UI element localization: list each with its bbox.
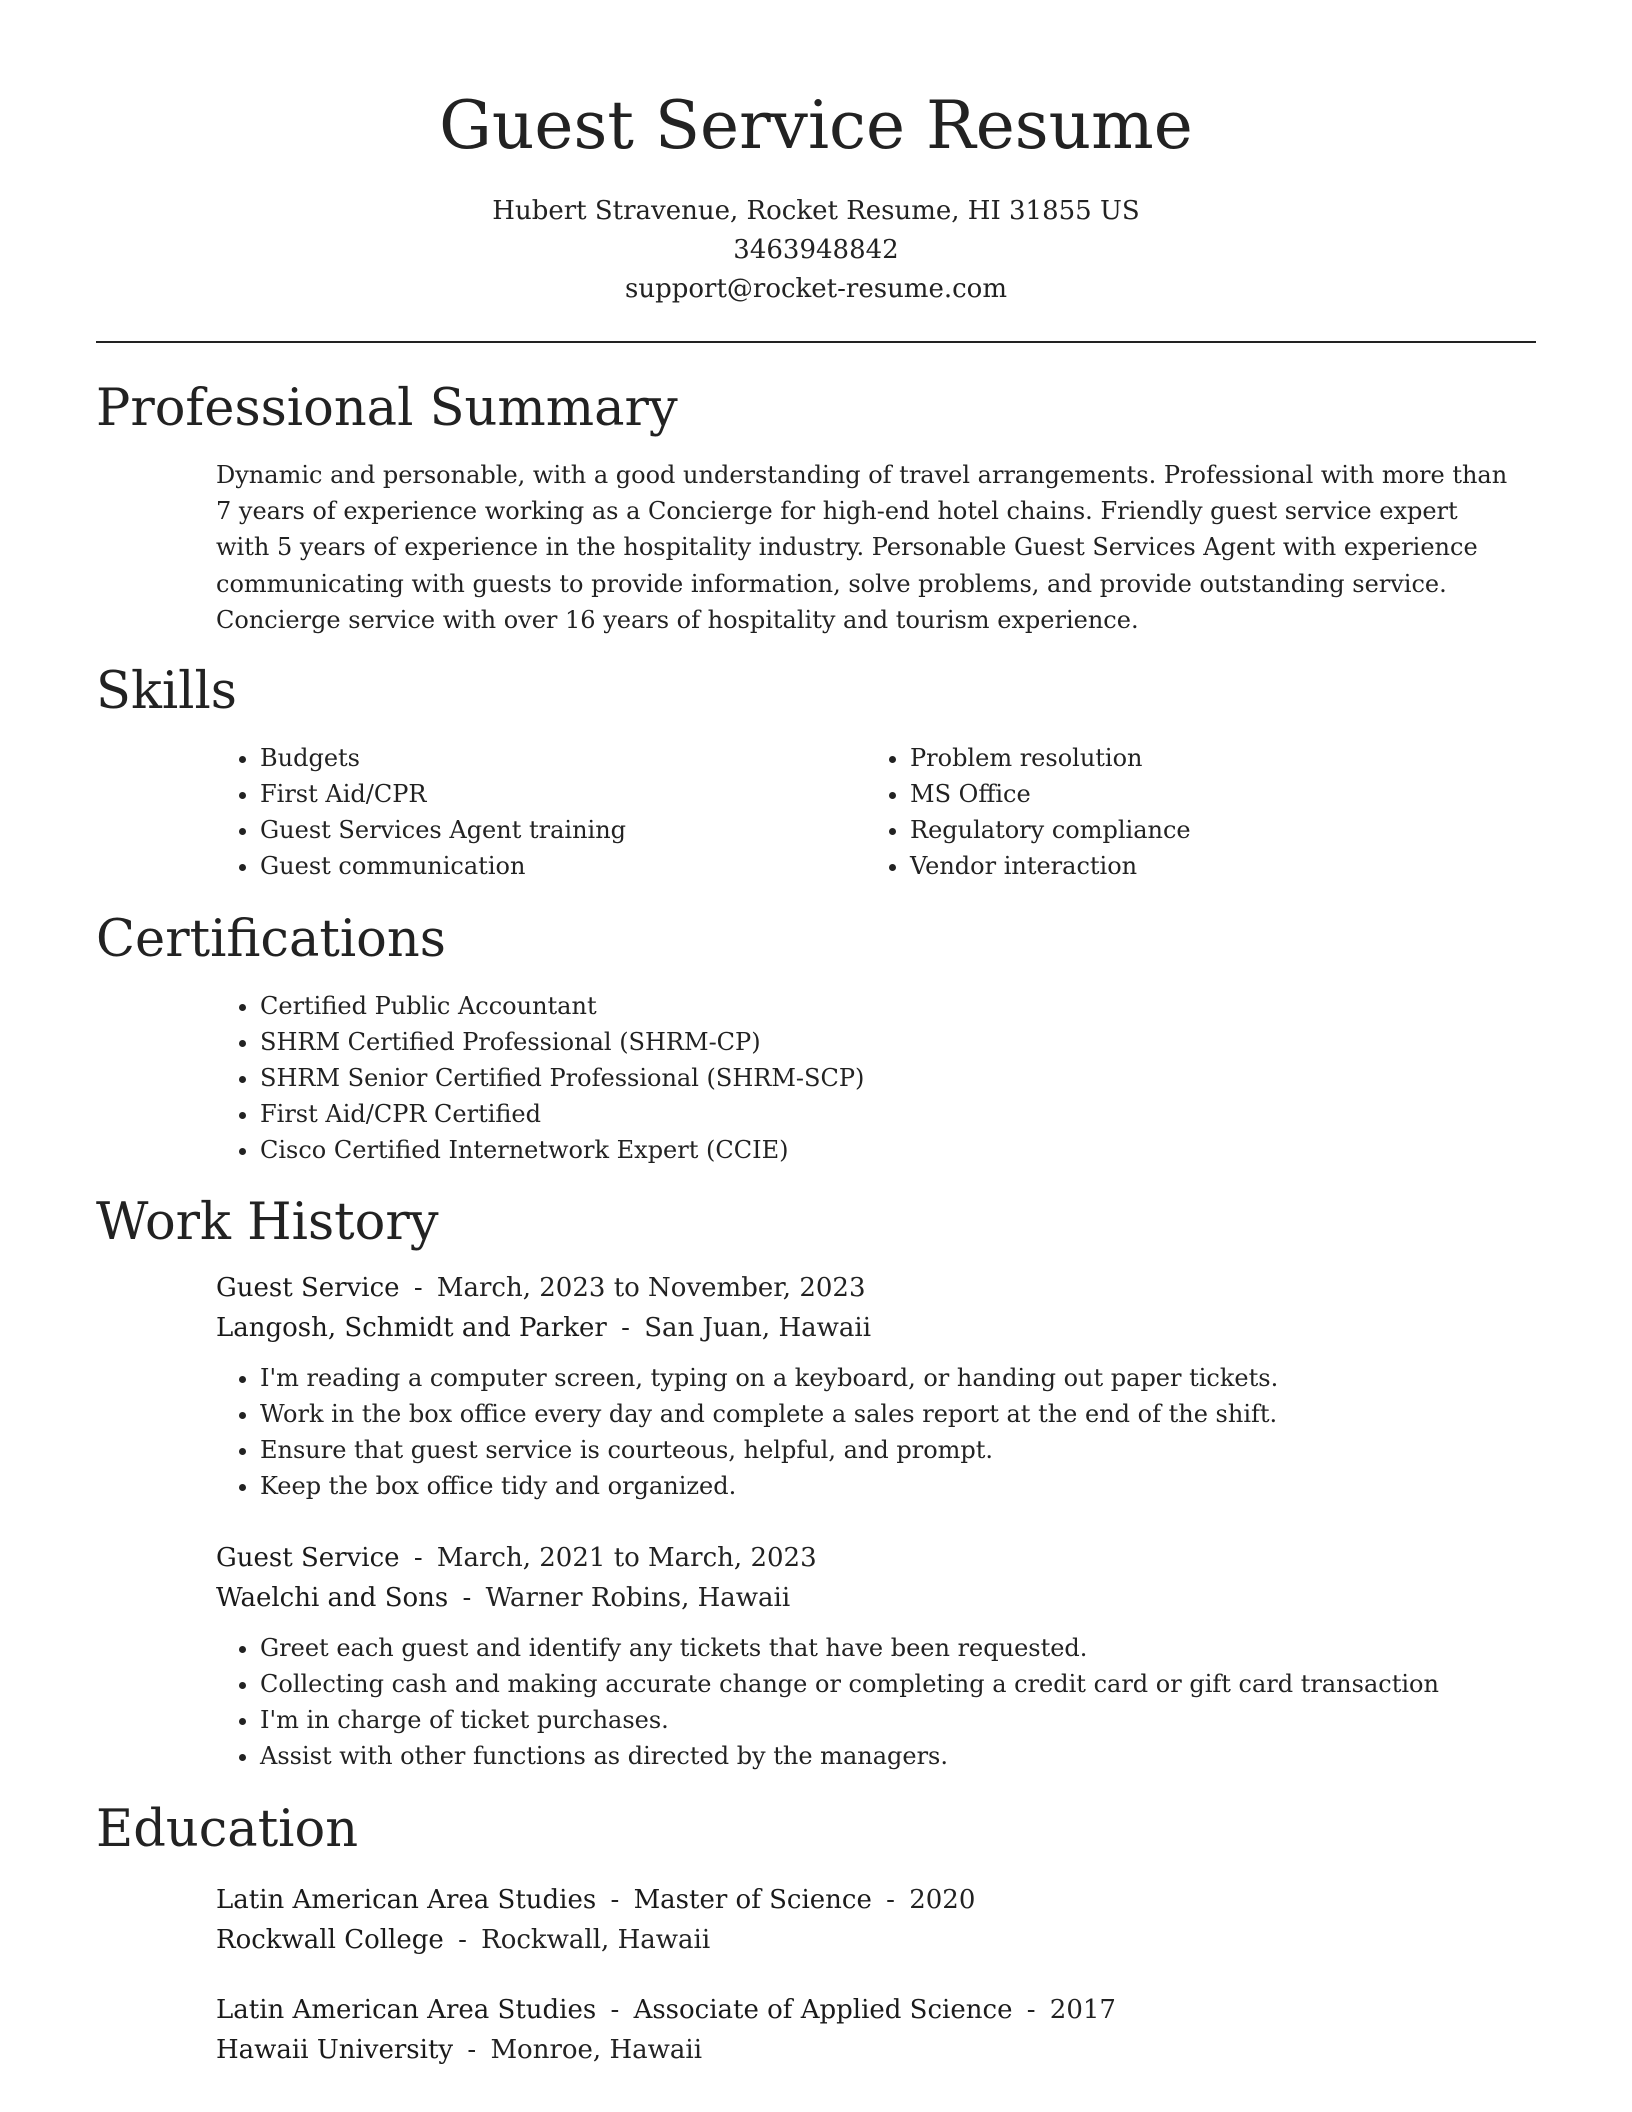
education-school: Hawaii University — [216, 2035, 454, 2065]
job-company-line — [216, 1308, 1516, 1348]
job-duty: • Work in the box office every day and complete a sales report at the end of the shift. — [260, 1396, 1516, 1432]
education-degree: Associate of Applied Science — [633, 1995, 1013, 2025]
job-dates: March, 2021 to March, 2023 — [436, 1543, 817, 1573]
job-role-line — [216, 1268, 1516, 1308]
separator: - — [1026, 1995, 1036, 2025]
education-field: Latin American Area Studies — [216, 1885, 597, 1915]
education-location: Rockwall, Hawaii — [481, 1925, 711, 1955]
resume-title: Guest Service Resume — [439, 87, 1193, 164]
job-duty: • Keep the box office tidy and organized. — [260, 1468, 1516, 1504]
education-school: Rockwall College — [216, 1925, 444, 1955]
education-degree: Master of Science — [633, 1885, 872, 1915]
education-school-line — [216, 2030, 1516, 2070]
certification-item: • Cisco Certified Internetwork Expert (CCIE) — [260, 1132, 1516, 1168]
skills-heading: Skills — [96, 662, 237, 721]
job-company: Langosh, Schmidt and Parker — [216, 1313, 607, 1343]
job-dates: March, 2023 to November, 2023 — [436, 1273, 866, 1303]
job-title: Guest Service — [216, 1273, 400, 1303]
job-company-line — [216, 1578, 1516, 1618]
education-year: 2017 — [1049, 1995, 1116, 2025]
job-location: San Juan, Hawaii — [644, 1313, 872, 1343]
skill-item: • Guest Services Agent training — [260, 812, 866, 848]
contact-info — [96, 192, 1536, 309]
separator: - — [462, 1583, 472, 1613]
skills-list — [216, 740, 1516, 884]
certification-item: • First Aid/CPR Certified — [260, 1096, 1516, 1132]
job-location: Warner Robins, Hawaii — [485, 1583, 791, 1613]
summary-text: Dynamic and personable, with a good understanding of travel arrangements. Professional with more than 7 years of experience working as a Concierge for high-end hotel chains. Friendly guest service expert with 5 years of experience in the hospitality industry. Personable Guest Services Agent with experience communicating with guests to provide information, solve problems, and provide outstanding service. Concierge service with over 16 years of hospitality and tourism experience. — [216, 461, 1508, 634]
certification-item: • Certified Public Accountant — [260, 988, 1516, 1024]
email: support@rocket-resume.com — [624, 274, 1007, 304]
certification-item: • SHRM Senior Certified Professional (SHRM-SCP) — [260, 1060, 1516, 1096]
certifications-heading: Certifications — [96, 910, 446, 969]
job-duty: • Greet each guest and identify any tickets that have been requested. — [260, 1630, 1516, 1666]
job-role-line — [216, 1538, 1516, 1578]
separator: - — [610, 1995, 620, 2025]
separator: - — [413, 1273, 423, 1303]
education-degree-line — [216, 1880, 1516, 1920]
education-degree-line — [216, 1990, 1516, 2030]
job-duty: • Assist with other functions as directed by the managers. — [260, 1738, 1516, 1774]
job-duty: • I'm in charge of ticket purchases. — [260, 1702, 1516, 1738]
education-school-line — [216, 1920, 1516, 1960]
separator: - — [886, 1885, 895, 1915]
separator: - — [413, 1543, 423, 1573]
job-duty: • Collecting cash and making accurate change or completing a credit card or gift card transaction — [260, 1666, 1516, 1702]
address: Hubert Stravenue, Rocket Resume, HI 31855 US — [492, 196, 1140, 226]
skill-item: • Problem resolution — [910, 740, 1516, 776]
summary-heading: Professional Summary — [96, 379, 678, 438]
skill-item: • Regulatory compliance — [910, 812, 1516, 848]
separator: - — [621, 1313, 630, 1343]
education-field: Latin American Area Studies — [216, 1995, 597, 2025]
separator: - — [458, 1925, 467, 1955]
skill-item: • MS Office — [910, 776, 1516, 812]
job-entry — [216, 1268, 1516, 1504]
phone: 3463948842 — [733, 235, 899, 265]
job-title: Guest Service — [216, 1543, 400, 1573]
education-entry — [216, 1880, 1516, 1960]
certifications-list — [216, 988, 1516, 1168]
education-year: 2020 — [909, 1885, 976, 1915]
header-divider — [96, 341, 1536, 343]
education-heading: Education — [96, 1800, 359, 1859]
education-entry — [216, 1990, 1516, 2070]
job-entry — [216, 1538, 1516, 1774]
skill-item: • First Aid/CPR — [260, 776, 866, 812]
certification-item: • SHRM Certified Professional (SHRM-CP) — [260, 1024, 1516, 1060]
separator: - — [610, 1885, 620, 1915]
skill-item: • Vendor interaction — [910, 848, 1516, 884]
separator: - — [467, 2035, 477, 2065]
job-company: Waelchi and Sons — [216, 1583, 449, 1613]
work-history-heading: Work History — [96, 1193, 439, 1252]
skill-item: • Budgets — [260, 740, 866, 776]
education-location: Monroe, Hawaii — [490, 2035, 703, 2065]
job-duty: • I'm reading a computer screen, typing on a keyboard, or handing out paper tickets. — [260, 1360, 1516, 1396]
skill-item: • Guest communication — [260, 848, 866, 884]
job-duty: • Ensure that guest service is courteous, helpful, and prompt. — [260, 1432, 1516, 1468]
